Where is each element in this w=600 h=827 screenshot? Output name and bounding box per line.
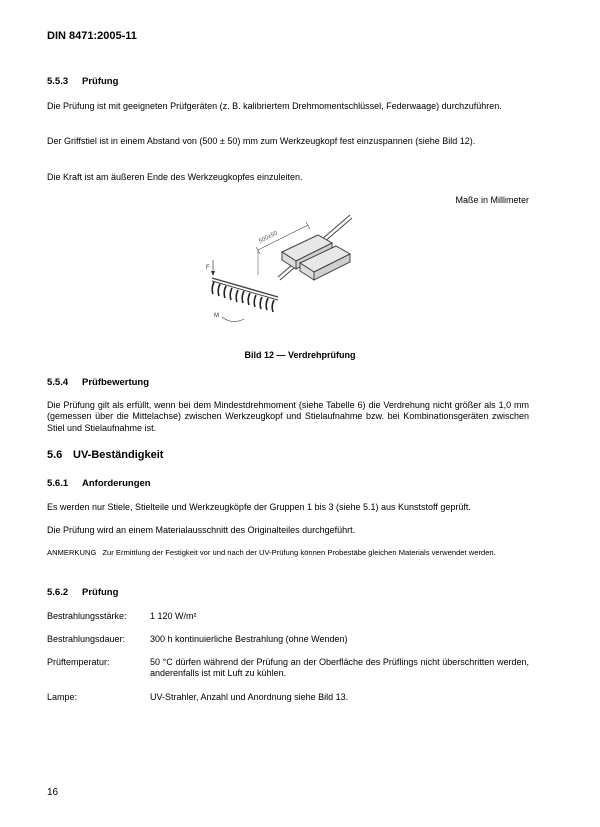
section-title: Anforderungen (82, 478, 151, 489)
section-title: Prüfung (82, 76, 119, 87)
section-number: 5.5.4 (47, 377, 69, 388)
figure-12-torsion-test (200, 205, 375, 330)
section-title: UV-Beständigkeit (73, 449, 164, 461)
units-note: Maße in Millimeter (455, 195, 529, 205)
note (47, 548, 529, 558)
force-label: F (206, 265, 210, 271)
section-title: Prüfung (82, 587, 119, 598)
heading-5-5-4 (47, 377, 149, 388)
figure-caption: Bild 12 — Verdrehprüfung (244, 350, 356, 360)
spec-value: 50 °C dürfen während der Prüfung an der Oberfläche des Prüflings nicht überschritten werden, anderenfalls ist mit Luft zu kühlen. (150, 657, 529, 679)
paragraph: Die Prüfung gilt als erfüllt, wenn bei dem Mindestdrehmoment (siehe Tabelle 6) die Verdrehung nicht größer als 1,0 mm (gemessen über die Mittelachse) zwischen Werkzeugkopf und Stielaufnahme bzw. bei Kombinationsgeräten zwischen Stiel und Stielaufnahme ist. (47, 400, 529, 433)
paragraph: Die Prüfung ist mit geeigneten Prüfgeräten (z. B. kalibriertem Drehmomentschlüssel, Federwaage) durchzuführen. (47, 101, 502, 111)
paragraph: Es werden nur Stiele, Stielteile und Werkzeugköpfe der Gruppen 1 bis 3 (siehe 5.1) aus Kunststoff geprüft. (47, 502, 471, 512)
torque-label: M (214, 313, 219, 319)
note-text: Zur Ermittlung der Festigkeit vor und nach der UV-Prüfung können Probestäbe gleichen Materials verwendet werden. (102, 548, 496, 557)
section-number: 5.6.1 (47, 478, 69, 489)
heading-5-6-2 (47, 587, 118, 598)
spec-key: Lampe: (47, 692, 78, 702)
spec-value: UV-Strahler, Anzahl und Anordnung siehe Bild 13. (150, 692, 349, 702)
document-header: DIN 8471:2005-11 (47, 30, 137, 42)
dimension-label: 500±50 (258, 230, 279, 245)
section-number: 5.6 (47, 449, 63, 461)
paragraph: Der Griffstiel ist in einem Abstand von (500 ± 50) mm zum Werkzeugkopf fest einzuspannen (siehe Bild 12). (47, 136, 476, 146)
heading-5-6 (47, 449, 163, 461)
section-number: 5.5.3 (47, 76, 69, 87)
spec-key: Prüftemperatur: (47, 657, 110, 667)
paragraph: Die Kraft ist am äußeren Ende des Werkzeugkopfes einzuleiten. (47, 172, 303, 182)
page-number: 16 (47, 787, 59, 798)
section-title: Prüfbewertung (82, 377, 150, 388)
heading-5-5-3 (47, 76, 118, 87)
spec-key: Bestrahlungsstärke: (47, 611, 127, 621)
note-label: ANMERKUNG (47, 548, 97, 557)
spec-value: 300 h kontinuierliche Bestrahlung (ohne Wenden) (150, 634, 348, 644)
spec-value: 1 120 W/m² (150, 611, 197, 621)
heading-5-6-1 (47, 478, 151, 489)
spec-key: Bestrahlungsdauer: (47, 634, 126, 644)
section-number: 5.6.2 (47, 587, 69, 598)
paragraph: Die Prüfung wird an einem Materialausschnitt des Originalteiles durchgeführt. (47, 525, 356, 535)
